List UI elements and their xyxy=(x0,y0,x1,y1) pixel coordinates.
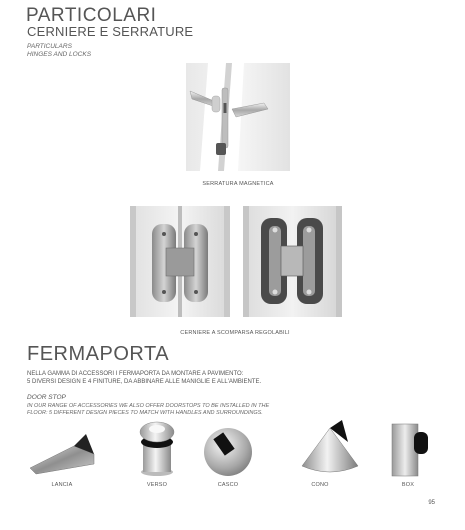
lock-photo xyxy=(186,63,290,171)
product-verso-image xyxy=(133,420,181,478)
page-subtitle: CERNIERE E SERRATURE xyxy=(27,24,194,39)
hinge-photo-closed xyxy=(130,206,230,317)
product-cono-image xyxy=(296,418,362,480)
doorstop-label-en: DOOR STOP xyxy=(27,394,66,401)
doorstop-body-en-line2: FLOOR: 5 DIFFERENT DESIGN PIECES TO MATCH WITH HANDLES AND SURROUNDINGS. xyxy=(27,410,263,416)
product-label-casco: CASCO xyxy=(217,482,239,488)
page-title: PARTICOLARI xyxy=(26,5,157,26)
page-number: 95 xyxy=(428,500,435,506)
subtitle-en-line2: HINGES AND LOCKS xyxy=(27,51,92,58)
doorstop-body-en-line1: IN OUR RANGE OF ACCESSORIES WE ALSO OFFER DOORSTOPS TO BE INSTALLED IN THE xyxy=(27,403,270,409)
product-casco-image xyxy=(200,422,256,478)
product-label-verso: VERSO xyxy=(146,482,168,488)
doorstop-body-it-line1: NELLA GAMMA DI ACCESSORI I FERMAPORTA DA MONTARE A PAVIMENTO: xyxy=(27,371,244,377)
doorstop-title: FERMAPORTA xyxy=(27,343,170,365)
product-label-lancia: LANCIA xyxy=(51,482,73,488)
product-label-cono: CONO xyxy=(311,482,329,488)
subtitle-en-line1: PARTICULARS xyxy=(27,43,72,50)
hinge-caption: CERNIERE A SCOMPARSA REGOLABILI xyxy=(180,330,290,336)
hinge-photo-open xyxy=(243,206,342,317)
doorstop-body-it-line2: 5 DIVERSI DESIGN E 4 FINITURE, DA ABBINARE ALLE MANIGLIE E ALL'AMBIENTE. xyxy=(27,379,262,385)
product-box-image xyxy=(384,418,432,480)
product-lancia-image xyxy=(24,424,102,476)
product-label-box: BOX xyxy=(401,482,415,488)
lock-caption: SERRATURA MAGNETICA xyxy=(202,181,274,187)
